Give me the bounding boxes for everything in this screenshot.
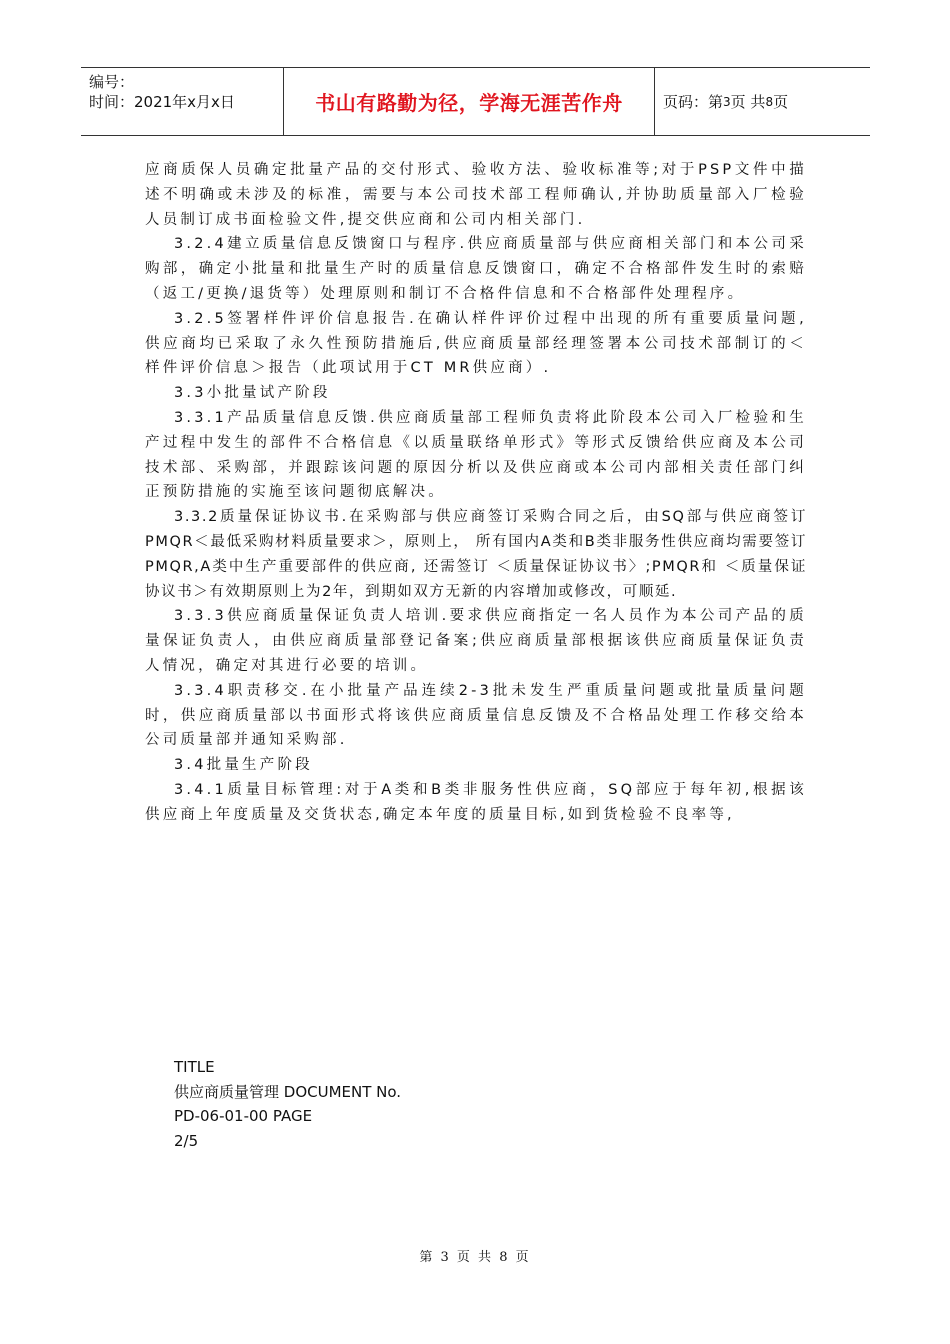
section-heading: 3.4批量生产阶段 bbox=[174, 757, 313, 774]
paragraph: 3.2.4建立质量信息反馈窗口与程序.供应商质量部与供应商相关部门和本公司采购部，确定小批量和批量生产时的质量信息反馈窗口，确定不合格部件发生时的索赔（返工/更换/退货等）处理原则和制订不合格件信息和不合格部件处理程序。 bbox=[145, 236, 807, 302]
header-motto-cell bbox=[283, 68, 655, 135]
paragraph: 3.2.5签署样件评价信息报告.在确认样件评价过程中出现的所有重要质量问题,供应商均已采取了永久性预防措施后,供应商质量部经理签署本公司技术部制订的＜样件评价信息＞报告（此项试用于CT MR供应商）. bbox=[145, 310, 807, 377]
header-page-cell bbox=[655, 68, 870, 135]
document-body bbox=[145, 158, 807, 828]
header-motto: 书山有路勤为径，学海无涯苦作舟 bbox=[315, 91, 623, 115]
document-number-label: 编号： bbox=[89, 73, 135, 91]
title-line: 供应商质量管理 DOCUMENT No. bbox=[174, 1082, 402, 1101]
page-mid: 页 共 bbox=[730, 93, 766, 111]
title-line: TITLE bbox=[174, 1058, 215, 1076]
paragraph: 3.3.3供应商质量保证负责人培训.要求供应商指定一名人员作为本公司产品的质量保证负责人，由供应商质量部登记备案;供应商质量部根据该供应商质量保证负责人情况，确定对其进行必要的培训。 bbox=[145, 608, 807, 674]
document-header bbox=[81, 67, 870, 136]
section-heading: 3.3小批量试产阶段 bbox=[174, 385, 331, 402]
page-footer: 第 3 页 共 8 页 bbox=[419, 1250, 531, 1265]
paragraph: 应商质保人员确定批量产品的交付形式、验收方法、验收标准等;对于PSP文件中描述不明确或未涉及的标准，需要与本公司技术部工程师确认,并协助质量部入厂检验人员制订成书面检验文件,提交供应商和公司内相关部门. bbox=[145, 162, 807, 228]
document-time-label: 时间：2021年x月x日 bbox=[89, 93, 235, 111]
title-line: 2/5 bbox=[174, 1131, 199, 1150]
header-info-cell bbox=[81, 68, 283, 135]
paragraph: 3.4.1质量目标管理:对于A类和B类非服务性供应商，SQ部应于每年初,根据该供应商上年度质量及交货状态,确定本年度的质量目标,如到货检验不良率等, bbox=[145, 781, 807, 823]
document-title-block bbox=[174, 1055, 401, 1153]
title-line: PD-06-01-00 PAGE bbox=[174, 1107, 313, 1125]
page-current: 3 bbox=[723, 94, 731, 109]
page-total: 8 bbox=[765, 94, 774, 109]
page-suffix: 页 bbox=[773, 93, 789, 111]
paragraph: 3.3.2质量保证协议书.在采购部与供应商签订采购合同之后，由SQ部与供应商签订PMQR＜最低采购材料质量要求＞，原则上， 所有国内A类和B类非服务性供应商均需要签订 PMQR,A类中生产重要部件的供应商, 还需签订 ＜质量保证协议书〉;PMQR和 ＜质量保证协议书＞有效期原则上为2年，到期如双方无新的内容增加或修改，可顺延. bbox=[145, 509, 807, 600]
page-prefix: 页码：第 bbox=[663, 93, 724, 111]
paragraph: 3.3.4职责移交.在小批量产品连续2-3批未发生严重质量问题或批量质量问题时，供应商质量部以书面形式将该供应商质量信息反馈及不合格品处理工作移交给本公司质量部并通知采购部. bbox=[145, 682, 807, 749]
paragraph: 3.3.1产品质量信息反馈.供应商质量部工程师负责将此阶段本公司入厂检验和生产过程中发生的部件不合格信息《以质量联络单形式》等形式反馈给供应商及本公司技术部、采购部，并跟踪该问题的原因分析以及供应商或本公司内部相关责任部门纠正预防措施的实施至该问题彻底解决。 bbox=[145, 409, 807, 501]
